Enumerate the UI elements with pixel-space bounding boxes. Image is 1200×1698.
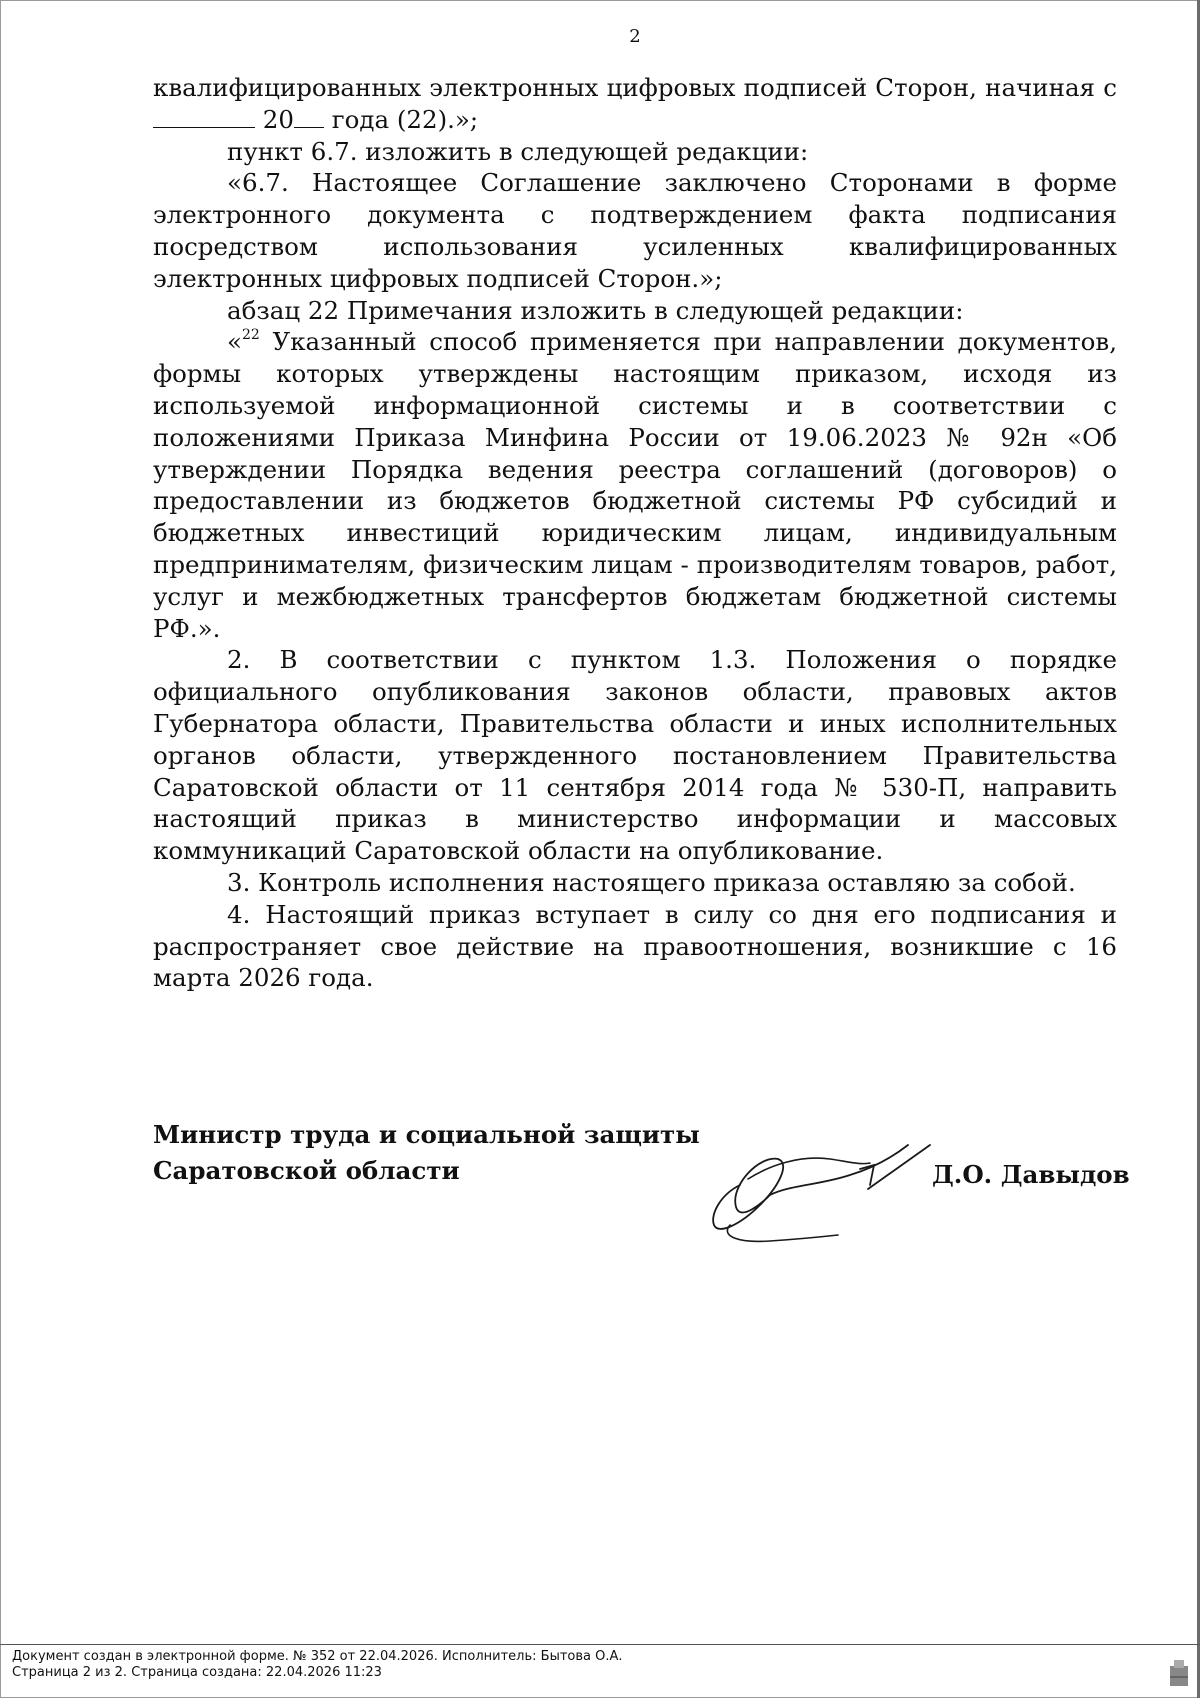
signatory-title-line-1: Министр труда и социальной защиты bbox=[153, 1120, 700, 1149]
paragraph-point-6-7-text: «6.7. Настоящее Соглашение заключено Сторонами в форме электронного документа с подтверждением факта подписания посредством использования усиленных квалифицированных электронных цифровых подписей Сторон.»; bbox=[153, 168, 1117, 293]
paragraph-item-2: 2. В соответствии с пунктом 1.3. Положения о порядке официального опубликования законов области, правовых актов Губернатора области, Правительства области и иных исполнительных органов области, утвержденного постановлением Правительства Саратовской области от 11 сентября 2014 года № 530-П, направить настоящий приказ в министерство информации и массовых коммуникаций Саратовской области на опубликование. bbox=[153, 645, 1117, 866]
paragraph-continuation: квалифицированных электронных цифровых подписей Сторон, начиная с 20 года (22).»; bbox=[153, 73, 1117, 134]
document-body bbox=[153, 72, 1117, 994]
footer-line-2: Страница 2 из 2. Страница создана: 22.04.2026 11:23 bbox=[12, 1665, 382, 1680]
paragraph-note-intro: абзац 22 Примечания изложить в следующей редакции: bbox=[227, 295, 964, 325]
footer-line-1: Документ создан в электронной форме. № 352 от 22.04.2026. Исполнитель: Бытова О.А. bbox=[12, 1649, 623, 1664]
signatory-title bbox=[153, 1117, 700, 1189]
paragraph-note-text: «$^{22}$ Указанный способ применяется при направлении документов, формы которых утверждены настоящим приказом, исходя из используемой информационной системы и в соответствии с положениями Приказа Минфина России от 19.06.2023 № 92н «Об утверждении Порядка ведения реестра соглашений (договоров) о предоставлении из бюджетов бюджетной системы РФ субсидий и бюджетных инвестиций юридическим лицам, индивидуальным предпринимателям, физическим лицам - производителям товаров, работ, услуг и межбюджетных трансфертов бюджетам бюджетной системы РФ.». bbox=[153, 327, 1117, 643]
paragraph-item-3: 3. Контроль исполнения настоящего приказа оставляю за собой. bbox=[227, 867, 1076, 897]
year-blank bbox=[294, 105, 324, 128]
signatory-title-line-2: Саратовской области bbox=[153, 1156, 460, 1185]
footnote-marker: 22 bbox=[242, 327, 260, 344]
document-footer bbox=[12, 1649, 623, 1681]
handwritten-signature bbox=[700, 1125, 940, 1245]
signatory-name: Д.О. Давыдов bbox=[932, 1160, 1130, 1189]
page-number: 2 bbox=[629, 26, 641, 47]
paragraph-item-4: 4. Настоящий приказ вступает в силу со дня его подписания и распространяет свое действие на правоотношения, возникшие с 16 марта 2026 года. bbox=[153, 899, 1117, 993]
date-blank bbox=[153, 105, 255, 128]
document-stamp-icon bbox=[1168, 1658, 1190, 1688]
footer-divider bbox=[0, 1644, 1200, 1645]
paragraph-point-6-7-intro: пункт 6.7. изложить в следующей редакции: bbox=[227, 136, 809, 166]
